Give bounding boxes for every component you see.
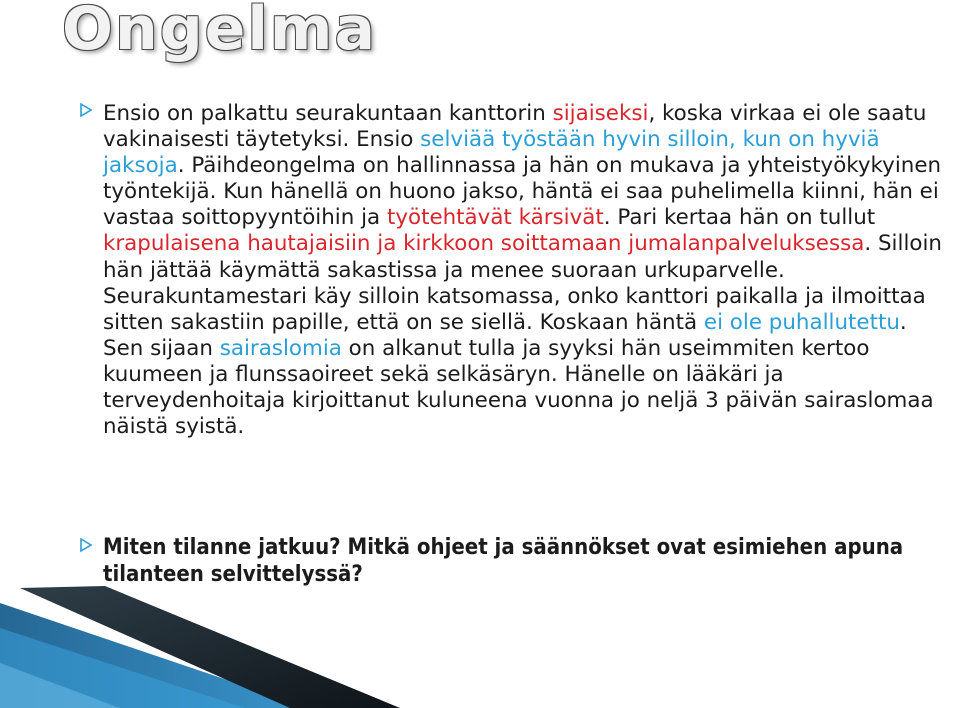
highlight-blue: ei ole puhallutettu	[703, 309, 900, 335]
bullet-paragraph-1	[103, 101, 953, 440]
text-segment: . Pari kertaa hän on tullut	[603, 205, 876, 231]
highlight-red: krapulaisena hautajaisiin ja kirkkoon soittamaan jumalanpalveluksessa	[103, 231, 865, 257]
text-segment: . Silloin hän jättää käymättä sakastissa ja menee suoraan urkuparvelle. Seurakuntamestari käy silloin katsomassa, onko kanttori paikalla ja ilmoittaa sitten sakastiin papille, että on se siellä. Koskaan häntä	[103, 231, 942, 335]
corner-decoration	[0, 568, 960, 708]
question-paragraph: Miten tilanne jatkuu? Mitkä ohjeet ja säännökset ovat esimiehen apuna tilanteen selvittelyssä?	[103, 535, 904, 587]
text-segment: . Sen sijaan	[103, 309, 907, 361]
highlight-red: sijaiseksi	[552, 101, 649, 126]
slide-title: Ongelma	[62, 0, 377, 64]
text-segment: on alkanut tulla ja syyksi hän useimmiten kertoo kuumeen ja flunssaoireet sekä selkäsäryn. Hänelle on lääkäri ja terveydenhoitaja kirjoittanut kuluneena vuonna jo neljä 3 päivän sairaslomaa näistä syistä.	[103, 335, 934, 440]
text-segment: , koska virkaa ei ole saatu vakinaisesti täytetyksi. Ensio	[103, 101, 927, 153]
arrow-bullet-icon	[80, 103, 92, 117]
arrow-bullet-icon	[80, 538, 92, 552]
highlight-blue: selviää työstään hyvin silloin, kun on hyviä jaksoja	[103, 127, 880, 179]
text-segment: . Päihdeongelma on hallinnassa ja hän on mukava ja yhteistyökykyinen työntekijä. Kun hänellä on huono jakso, häntä ei saa puhelimella kiinni, hän ei vastaa soittopyyntöihin ja	[103, 153, 942, 231]
text-segment: Ensio on palkattu seurakuntaan kanttorin	[103, 101, 553, 126]
highlight-blue: sairaslomia	[219, 335, 342, 361]
highlight-red: työtehtävät kärsivät	[386, 205, 604, 231]
